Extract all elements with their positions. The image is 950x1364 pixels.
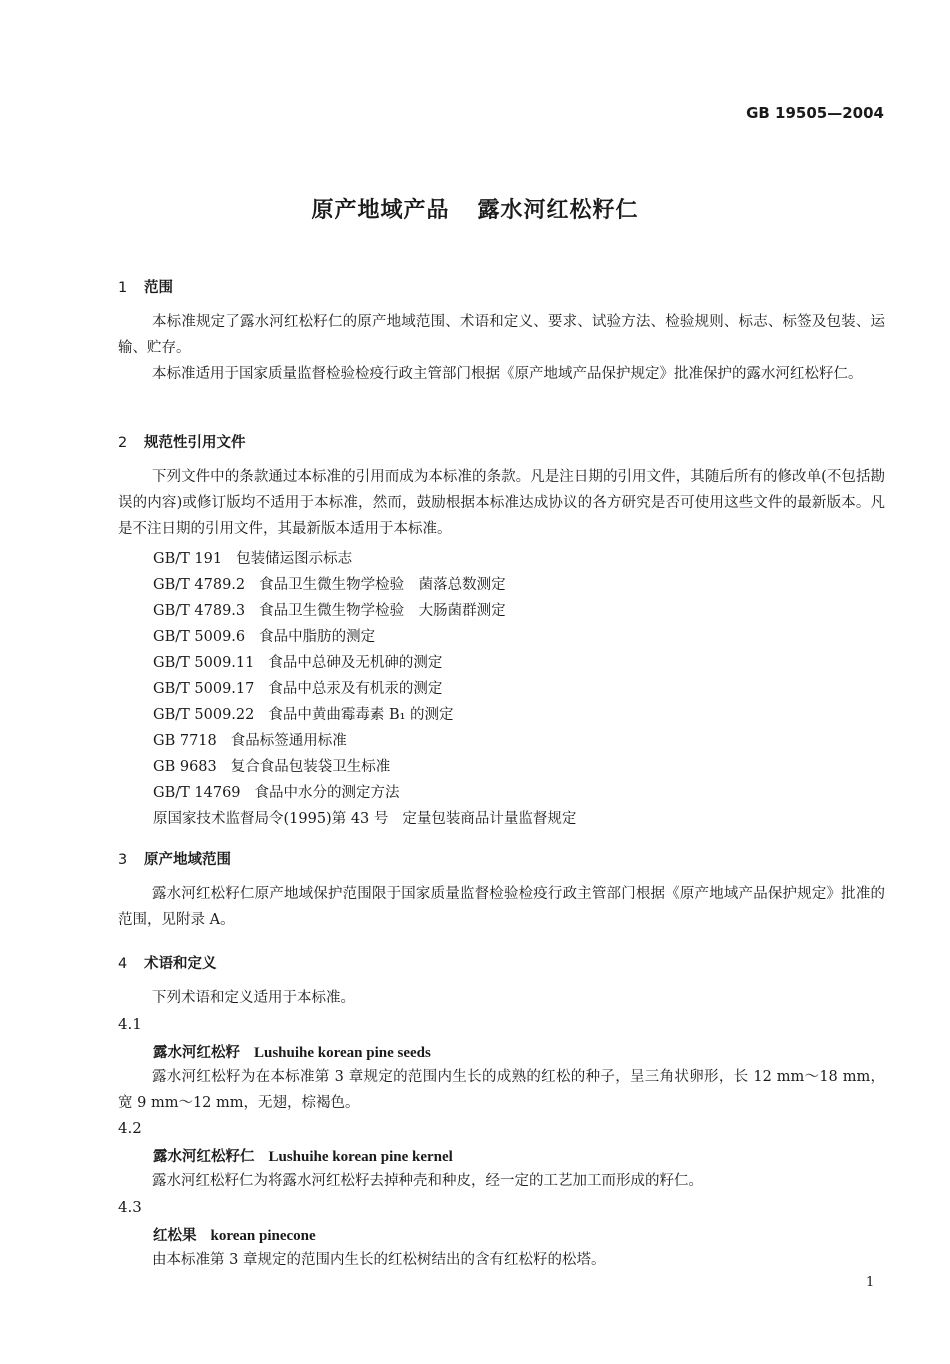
reference-code: GB/T 5009.22 <box>153 707 255 723</box>
section-number: 4 <box>118 956 128 972</box>
reference-item <box>153 547 352 568</box>
term-en: korean pinecone <box>210 1228 316 1244</box>
reference-name: 食品卫生微生物学检验 菌落总数测定 <box>259 577 506 593</box>
reference-item <box>153 677 442 698</box>
section-4-paragraph-1: 下列术语和定义适用于本标准。 <box>152 990 355 1006</box>
page-title <box>0 193 950 224</box>
reference-name: 包装储运图示标志 <box>236 551 353 567</box>
section-title: 原产地域范围 <box>144 852 231 868</box>
reference-name: 食品中总砷及无机砷的测定 <box>268 655 443 671</box>
reference-name: 定量包装商品计量监督规定 <box>402 811 577 827</box>
section-3-heading <box>118 848 231 869</box>
section-number: 2 <box>118 435 128 451</box>
reference-code: GB 7718 <box>153 733 217 749</box>
reference-name: 食品中总汞及有机汞的测定 <box>268 681 443 697</box>
title-part-2: 露水河红松籽仁 <box>477 198 639 223</box>
term-heading <box>153 1041 431 1062</box>
reference-item <box>153 651 442 672</box>
section-3-paragraph-1: 露水河红松籽仁原产地域保护范围限于国家质量监督检验检疫行政主管部门根据《原产地域产品保护规定》批准的范围，见附录 A。 <box>118 886 885 928</box>
reference-item <box>153 599 506 620</box>
reference-code: GB/T 5009.11 <box>153 655 255 671</box>
term-heading <box>153 1145 453 1166</box>
term-en: Lushuihe korean pine seeds <box>254 1045 431 1061</box>
section-number: 1 <box>118 280 128 296</box>
reference-code: GB/T 4789.3 <box>153 603 246 619</box>
section-1-paragraph-1: 本标准规定了露水河红松籽仁的原产地域范围、术语和定义、要求、试验方法、检验规则、标志、标签及包装、运输、贮存。 <box>118 314 885 356</box>
reference-code: 原国家技术监督局令(1995)第 43 号 <box>153 811 389 827</box>
section-2-heading <box>118 431 246 452</box>
reference-name: 复合食品包装袋卫生标准 <box>230 759 391 775</box>
reference-name: 食品中脂肪的测定 <box>259 629 376 645</box>
subsection-number: 4.1 <box>118 1015 142 1033</box>
reference-code: GB 9683 <box>153 759 217 775</box>
term-zh: 露水河红松籽 <box>153 1044 240 1061</box>
subsection-number: 4.3 <box>118 1198 142 1216</box>
section-title: 规范性引用文件 <box>144 435 246 451</box>
term-en: Lushuihe korean pine kernel <box>268 1149 453 1165</box>
section-title: 术语和定义 <box>144 956 217 972</box>
reference-item <box>153 729 347 750</box>
reference-name: 食品中水分的测定方法 <box>254 785 400 801</box>
reference-item <box>153 573 506 594</box>
section-4-heading <box>118 952 217 973</box>
reference-item <box>153 807 576 828</box>
term-zh: 红松果 <box>153 1227 197 1244</box>
reference-item <box>153 755 390 776</box>
section-number: 3 <box>118 852 128 868</box>
section-1-heading <box>118 276 173 297</box>
reference-item <box>153 781 400 802</box>
term-definition: 露水河红松籽仁为将露水河红松籽去掉种壳和种皮，经一定的工艺加工而形成的籽仁。 <box>152 1173 703 1189</box>
term-definition: 露水河红松籽为在本标准第 3 章规定的范围内生长的成熟的红松的种子，呈三角状卵形，长 12 mm～18 mm，宽 9 mm～12 mm，无翅，棕褐色。 <box>118 1069 885 1111</box>
reference-name: 食品标签通用标准 <box>230 733 347 749</box>
reference-code: GB/T 14769 <box>153 785 241 801</box>
reference-item <box>153 703 454 724</box>
reference-name: 食品中黄曲霉毒素 B₁ 的测定 <box>268 707 454 723</box>
title-part-1: 原产地域产品 <box>311 198 450 223</box>
reference-code: GB/T 5009.17 <box>153 681 255 697</box>
reference-code: GB/T 5009.6 <box>153 629 246 645</box>
section-1-paragraph-2: 本标准适用于国家质量监督检验检疫行政主管部门根据《原产地域产品保护规定》批准保护的露水河红松籽仁。 <box>152 366 863 382</box>
reference-name: 食品卫生微生物学检验 大肠菌群测定 <box>259 603 506 619</box>
reference-code: GB/T 4789.2 <box>153 577 246 593</box>
subsection-number: 4.2 <box>118 1119 142 1137</box>
section-title: 范围 <box>144 280 173 296</box>
term-zh: 露水河红松籽仁 <box>153 1148 255 1165</box>
term-heading <box>153 1224 316 1245</box>
standard-number: GB 19505—2004 <box>746 104 884 122</box>
reference-code: GB/T 191 <box>153 551 223 567</box>
page-number: 1 <box>866 1275 875 1290</box>
section-2-paragraph-1: 下列文件中的条款通过本标准的引用而成为本标准的条款。凡是注日期的引用文件，其随后所有的修改单(不包括勘误的内容)或修订版均不适用于本标准，然而，鼓励根据本标准达成协议的各方研究是否可使用这些文件的最新版本。凡是不注日期的引用文件，其最新版本适用于本标准。 <box>118 469 885 537</box>
term-definition: 由本标准第 3 章规定的范围内生长的红松树结出的含有红松籽的松塔。 <box>152 1252 606 1268</box>
reference-item <box>153 625 375 646</box>
